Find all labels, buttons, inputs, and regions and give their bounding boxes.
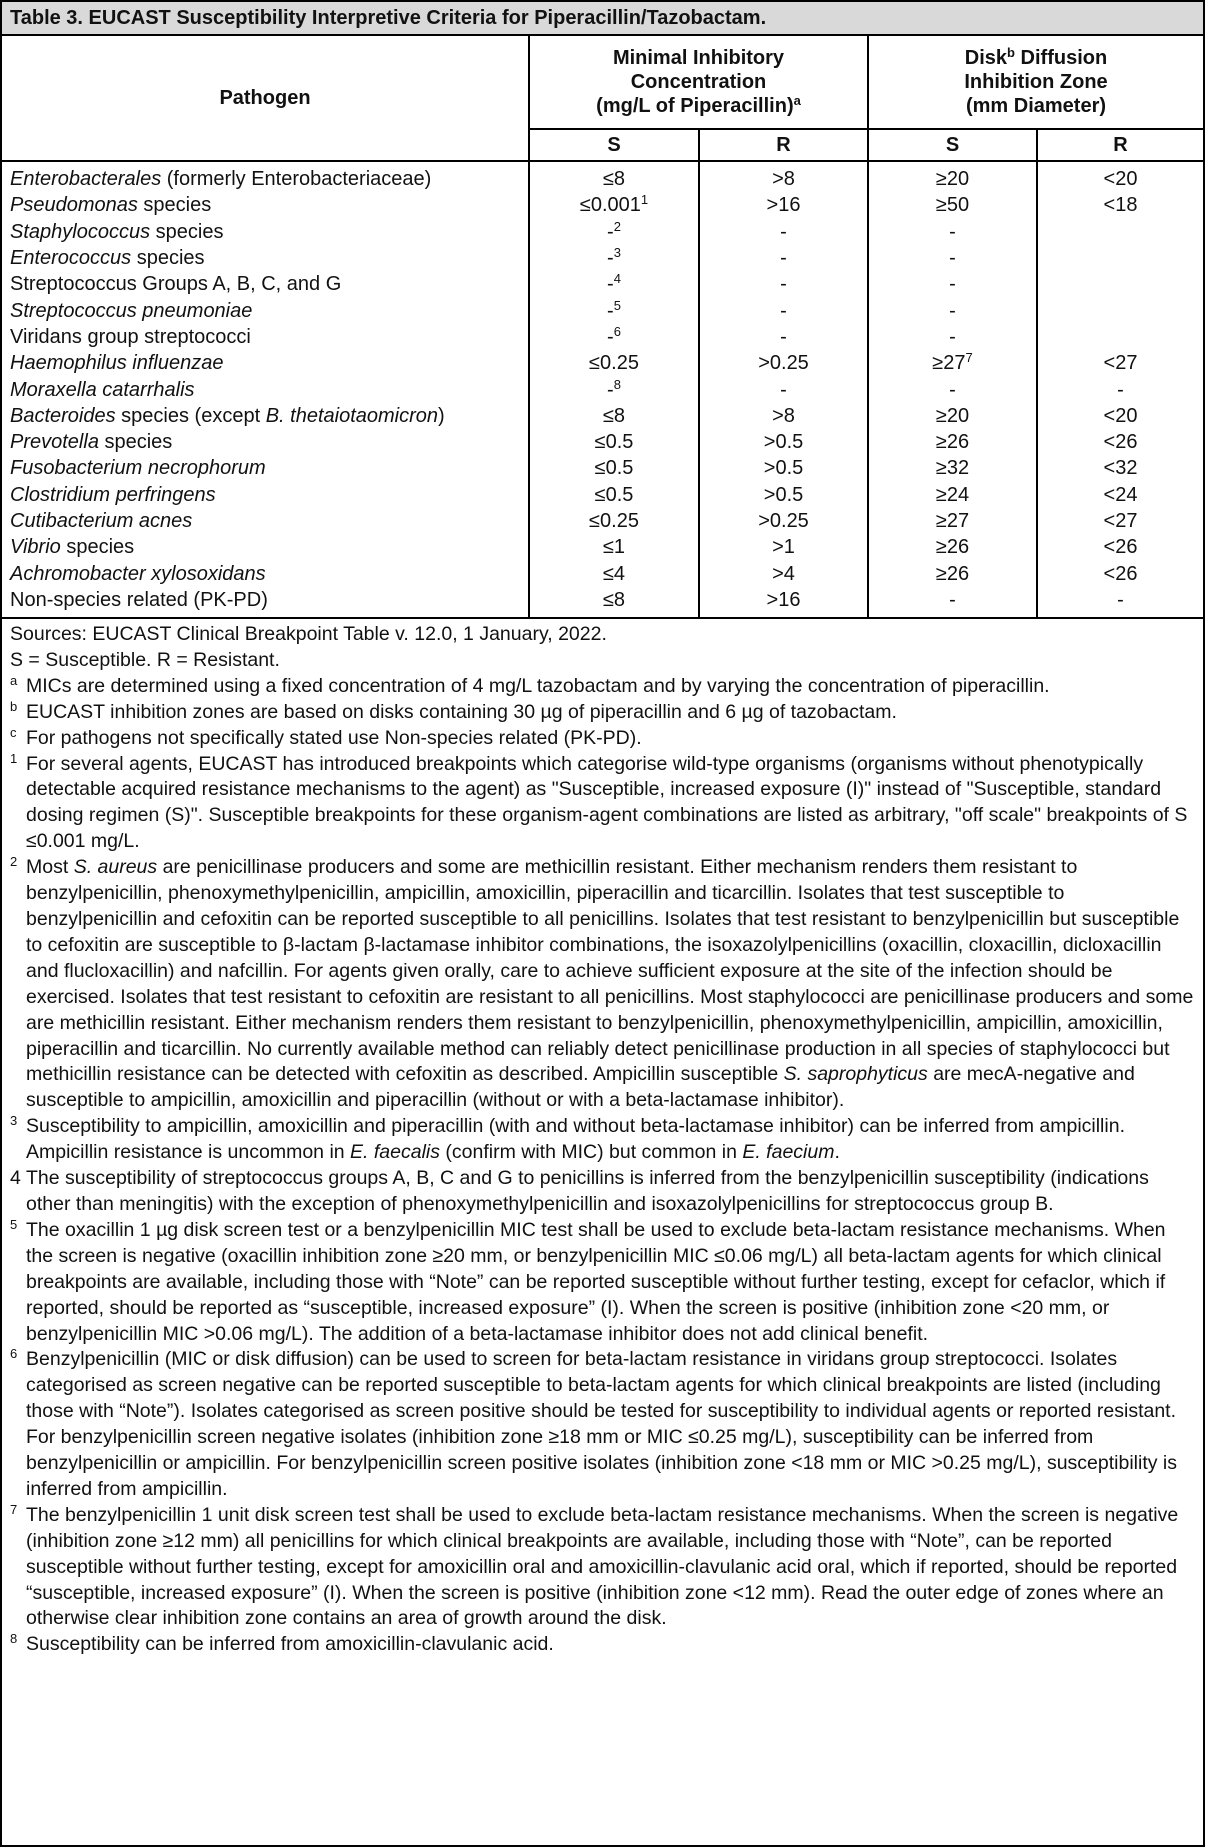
mic-r-value: >0.5 [699,455,868,481]
mic-r-value: >16 [699,192,868,218]
footnote-8: 8 Susceptibility can be inferred from amoxicillin-clavulanic acid. [10,1631,554,1656]
table-row [2,560,1203,586]
table-row [2,324,1203,350]
pathogen-name: Moraxella catarrhalis [10,378,195,401]
mic-s-value: ≤0.5 [529,482,699,508]
footnote-5: 5 The oxacillin 1 µg disk screen test or a benzylpenicillin MIC test shall be used to exclude beta-lactam resistance mechanisms. When the screen is negative (oxacillin inhibition zone ≥20 mm, or benzylpenicillin MIC ≤0.06 mg/L) all beta-lactam agents for which clinical breakpoints are available, including those with “Note” can be reported susceptible without further testing, except for cefaclor, which if reported, should be reported as “susceptible, increased exposure” (I). When the screen is positive (inhibition zone <20 mm, or benzylpenicillin MIC >0.06 mg/L). The addition of a beta-lactamase inhibitor does not add clinical benefit. [10,1216,1166,1345]
pathogen-name: Pseudomonas species [10,194,212,217]
mic-r-value: >0.25 [699,350,868,376]
disk-r-value: - [1037,587,1203,617]
mic-r-value: >4 [699,560,868,586]
header-disk: Disk$^b$ Diffusion Inhibition Zone (mm Diameter) [868,36,1203,129]
table-row [2,245,1203,271]
pathogen-name: Enterococcus species [10,247,205,270]
disk-s-value: - [868,376,1037,402]
disk-s-value: - [868,587,1037,617]
mic-r-value: >16 [699,587,868,617]
footnote-2: 2 Most S. aureus are penicillinase producers and some are methicillin resistant. Either mechanism renders them resistant to benzylpenicillin, phenoxymethylpenicillin, ampicillin, amoxicillin, piperacillin and ticarcillin. Isolates that test susceptible to benzylpenicillin and cefoxitin can be reported susceptible to all penicillins. Isolates that test resistant to benzylpenicillin but susceptible to cefoxitin are susceptible to β-lactam β-lactamase inhibitor combinations, the isoxazolylpenicillins (oxacillin, cloxacillin, dicloxacillin and flucloxacillin) and nafcillin. For agents given orally, care to achieve sufficient exposure at the site of the infection should be exercised. Isolates that test resistant to cefoxitin are resistant to all penicillins. Most staphylococci are penicillinase producers and some are methicillin resistant. Either mechanism renders them resistant to benzylpenicillin, phenoxymethylpenicillin, ampicillin, amoxicillin, piperacillin and ticarcillin. No currently available method can reliably detect penicillinase production in all species of staphylococci but methicillin resistance can be detected with cefoxitin as described. Ampicillin susceptible S. saprophyticus are mecA-negative and susceptible to ampicillin, amoxicillin and piperacillin (without or with a beta-lactamase inhibitor). [10,854,1194,1112]
mic-s-value: ≤0.25 [529,508,699,534]
pathogen-name: Clostridium perfringens [10,483,216,506]
disk-r-value [1037,219,1203,245]
mic-r-value: >8 [699,161,868,192]
mic-s-value: -$^5$ [529,297,699,323]
pathogen-name: Streptococcus pneumoniae [10,299,253,322]
disk-r-value: <26 [1037,429,1203,455]
pathogen-name: Staphylococcus species [10,220,224,243]
header-disk-r: R [1037,129,1203,161]
disk-s-value: - [868,245,1037,271]
footnote-3: 3 Susceptibility to ampicillin, amoxicillin and piperacillin (with and without beta-lactamase inhibitor) can be inferred from ampicillin. Ampicillin resistance is uncommon in E. faecalis (confirm with MIC) but common in E. faecium. [10,1113,1125,1164]
mic-r-value: - [699,219,868,245]
mic-s-value: ≤8 [529,161,699,192]
disk-s-value: ≥26 [868,534,1037,560]
table-row [2,350,1203,376]
legend-note: S = Susceptible. R = Resistant. [10,648,280,671]
disk-r-value: <27 [1037,350,1203,376]
disk-r-value: <20 [1037,403,1203,429]
disk-r-value: <32 [1037,455,1203,481]
disk-r-value: <27 [1037,508,1203,534]
disk-s-value: ≥27 [868,508,1037,534]
breakpoint-table [2,36,1203,617]
header-mic-r: R [699,129,868,161]
footnote-7: 7 The benzylpenicillin 1 unit disk screen test shall be used to exclude beta-lactam resistance mechanisms. When the screen is negative (inhibition zone ≥12 mm) all penicillins for which clinical breakpoints are available, including those with “Note”, can be reported susceptible without further testing, except for amoxicillin oral and amoxicillin-clavulanic acid oral, which if reported, should be reported “susceptible, increased exposure” (I). When the screen is positive (inhibition zone <12 mm). Read the outer edge of zones where an otherwise clear inhibition zone contains an area of growth around the disk. [10,1501,1179,1630]
table-row [2,482,1203,508]
mic-s-value: -$^6$ [529,324,699,350]
pathogen-name: Achromobacter xylosoxidans [10,562,266,585]
table-title: Table 3. EUCAST Susceptibility Interpretive Criteria for Piperacillin/Tazobactam. [2,2,1203,36]
mic-r-value: >8 [699,403,868,429]
pathogen-name: Enterobacterales (formerly Enterobacteriaceae) [10,168,432,191]
pathogen-name: Haemophilus influenzae [10,352,224,375]
disk-s-value: ≥20 [868,161,1037,192]
mic-s-value: ≤8 [529,587,699,617]
table-row [2,376,1203,402]
table-row [2,534,1203,560]
table-row [2,297,1203,323]
mic-r-value: - [699,245,868,271]
header-disk-s: S [868,129,1037,161]
table-row [2,271,1203,297]
pathogen-name: Bacteroides species (except B. thetaiotaomicron) [10,404,445,427]
table-row [2,455,1203,481]
mic-r-value: - [699,271,868,297]
pathogen-name: Prevotella species [10,431,173,454]
header-mic: Minimal Inhibitory Concentration (mg/L of Piperacillin)$^a$ [529,36,868,129]
mic-r-value: >0.25 [699,508,868,534]
disk-r-value [1037,297,1203,323]
mic-s-value: -$^8$ [529,376,699,402]
disk-s-value: ≥32 [868,455,1037,481]
disk-s-value: ≥26 [868,560,1037,586]
footnote-1: 1 For several agents, EUCAST has introduced breakpoints which categorise wild-type organisms (organisms without phenotypically detectable acquired resistance mechanisms to the agent) as "Susceptible, increased exposure (I)" instead of "Susceptible, standard dosing regimen (S)". Susceptible breakpoints for these organism-agent combinations are listed as arbitrary, "off scale" breakpoints of S ≤0.001 mg/L. [10,750,1188,853]
table-row [2,508,1203,534]
header-mic-s: S [529,129,699,161]
table-row [2,161,1203,192]
disk-r-value [1037,324,1203,350]
disk-s-value: - [868,271,1037,297]
disk-s-value: ≥20 [868,403,1037,429]
pathogen-name: Viridans group streptococci [10,325,251,348]
disk-s-value: $\ge 27^7$ [868,350,1037,376]
disk-s-value: - [868,324,1037,350]
disk-s-value: ≥26 [868,429,1037,455]
footnote-c: c For pathogens not specifically stated use Non-species related (PK-PD). [10,724,642,749]
mic-r-value: - [699,324,868,350]
pathogen-name: Fusobacterium necrophorum [10,457,266,480]
table-row [2,219,1203,245]
footnote-4: 4 The susceptibility of streptococcus groups A, B, C and G to penicillins is inferred from the benzylpenicillin susceptibility (indications other than meningitis) with the exception of phenoxymethylpenicillin and isoxazolylpenicillins for streptococcus group B. [10,1167,1149,1215]
mic-s-value: -$^2$ [529,219,699,245]
disk-r-value: <18 [1037,192,1203,218]
table-row [2,587,1203,617]
pathogen-name: Cutibacterium acnes [10,510,193,532]
pathogen-name: Vibrio species [10,536,135,559]
footnote-b: b EUCAST inhibition zones are based on disks containing 30 µg of piperacillin and 6 µg of tazobactam. [10,698,897,723]
disk-r-value: <20 [1037,161,1203,192]
mic-r-value: >0.5 [699,482,868,508]
footnote-a: a MICs are determined using a fixed concentration of 4 mg/L tazobactam and by varying the concentration of piperacillin. [10,672,1050,697]
disk-r-value: <24 [1037,482,1203,508]
disk-r-value: <26 [1037,534,1203,560]
table-row [2,192,1203,218]
header-pathogen: Pathogen [2,36,529,161]
footnote-6: 6 Benzylpenicillin (MIC or disk diffusion) can be used to screen for beta-lactam resistance in viridans group streptococci. Isolates categorised as screen negative can be reported susceptible to beta-lactam agents for which clinical breakpoints are listed (including those with “Note”). Isolates categorised as screen positive should be tested for susceptibility to individual agents or reported resistant. For benzylpenicillin screen negative isolates (inhibition zone ≥18 mm or MIC ≤0.25 mg/L), susceptibility can be inferred from benzylpenicillin or ampicillin. For benzylpenicillin screen positive isolates (inhibition zone <18 mm or MIC >0.25 mg/L), susceptibility is inferred from ampicillin. [10,1346,1178,1500]
mic-s-value: ≤0.5 [529,455,699,481]
disk-r-value [1037,245,1203,271]
pathogen-name: Non-species related (PK-PD) [10,588,268,611]
sources-note: Sources: EUCAST Clinical Breakpoint Table v. 12.0, 1 January, 2022. [10,623,607,646]
table-row [2,429,1203,455]
mic-r-value: >0.5 [699,429,868,455]
mic-s-value: ≤0.25 [529,350,699,376]
mic-s-value: ≤8 [529,403,699,429]
disk-s-value: ≥24 [868,482,1037,508]
mic-r-value: - [699,297,868,323]
mic-r-value: - [699,376,868,402]
mic-s-value: ≤4 [529,560,699,586]
mic-s-value: -$^3$ [529,245,699,271]
mic-s-value: $\le 0.001^1$ [529,192,699,218]
mic-s-value: -$^4$ [529,271,699,297]
mic-r-value: >1 [699,534,868,560]
disk-s-value: - [868,219,1037,245]
mic-s-value: ≤1 [529,534,699,560]
footnotes [2,617,1203,1658]
pathogen-name: Streptococcus Groups A, B, C, and G [10,273,342,296]
disk-s-value: - [868,297,1037,323]
mic-s-value: ≤0.5 [529,429,699,455]
disk-r-value: <26 [1037,560,1203,586]
table-row [2,403,1203,429]
disk-r-value [1037,271,1203,297]
disk-r-value: - [1037,376,1203,402]
disk-s-value: ≥50 [868,192,1037,218]
